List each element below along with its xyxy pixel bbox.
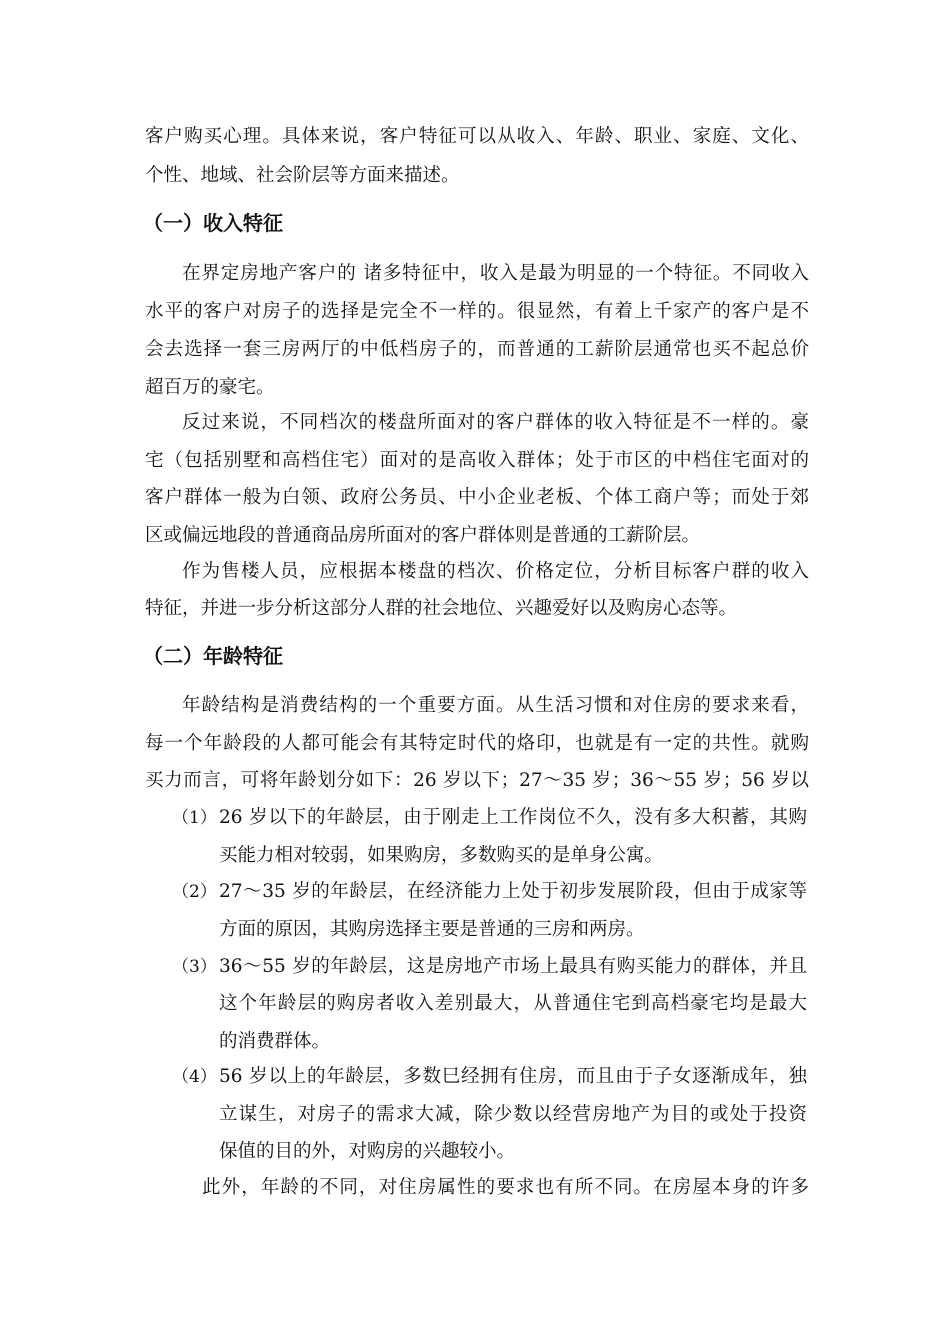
list-item-line: 36～55 岁的年龄层，这是房地产市场上最具有购买能力的群体，并且 xyxy=(219,956,807,977)
paragraph-line: 宅（包括别墅和高档住宅）面对的是高收入群体；处于市区的中档住宅面对的 xyxy=(145,450,809,471)
section-heading-age: （二）年龄特征 xyxy=(143,644,283,668)
list-item-line: 买能力相对较弱，如果购房，多数购买的是单身公寓。 xyxy=(219,845,664,866)
intro-line-2: 个性、地域、社会阶层等方面来描述。 xyxy=(145,165,460,186)
paragraph-line: 水平的客户对房子的选择是完全不一样的。很显然，有着上千家产的客户是不 xyxy=(145,301,809,322)
paragraph-line: 客户群体一般为白领、政府公务员、中小企业老板、个体工商户等；而处于郊 xyxy=(145,487,809,508)
section-heading-income: （一）收入特征 xyxy=(143,211,283,235)
list-item-line: 26 岁以下的年龄层，由于刚走上工作岗位不久，没有多大积蓄，其购 xyxy=(219,807,807,828)
list-item-line: 27～35 岁的年龄层，在经济能力上处于初步发展阶段，但由于成家等 xyxy=(219,881,807,902)
paragraph-line: 会去选择一套三房两厅的中低档房子的，而普通的工薪阶层通常也买不起总价 xyxy=(145,339,809,360)
paragraph-line: 反过来说，不同档次的楼盘所面对的客户群体的收入特征是不一样的。豪 xyxy=(182,412,809,433)
list-number: （2） xyxy=(172,882,217,902)
list-item-line: 这个年龄层的购房者收入差别最大，从普通住宅到高档豪宅均是最大 xyxy=(219,993,807,1014)
list-item-line: 方面的原因，其购房选择主要是普通的三房和两房。 xyxy=(219,919,645,940)
list-item-line: 56 岁以上的年龄层，多数巳经拥有住房，而且由于子女逐渐成年，独 xyxy=(219,1066,807,1087)
paragraph-line: 年龄结构是消费结构的一个重要方面。从生活习惯和对住房的要求来看， xyxy=(182,695,809,716)
paragraph-line: 作为售楼人员，应根据本楼盘的档次、价格定位，分析目标客户群的收入 xyxy=(182,561,809,582)
list-item-line: 的消费群体。 xyxy=(219,1031,331,1052)
paragraph-line: 区或偏远地段的普通商品房所面对的客户群体则是普通的工薪阶层。 xyxy=(145,525,701,546)
paragraph-line: 此外，年龄的不同，对住房属性的要求也有所不同。在房屋本身的许多 xyxy=(202,1177,809,1198)
list-item-line: 立谋生，对房子的需求大减，除少数以经营房地产为目的或处于投资 xyxy=(219,1104,807,1125)
paragraph-line: 买力而言，可将年龄划分如下：26 岁以下；27～35 岁；36～55 岁；56 岁以 xyxy=(145,770,809,791)
intro-line-1: 客户购买心理。具体来说，客户特征可以从收入、年龄、职业、家庭、文化、 xyxy=(145,126,809,147)
list-item-line: 保值的目的外，对购房的兴趣较小。 xyxy=(219,1141,516,1162)
list-number: （3） xyxy=(172,957,217,977)
list-number: （4） xyxy=(172,1067,217,1087)
list-number: （1） xyxy=(172,808,217,828)
paragraph-line: 特征，并进一步分析这部分人群的社会地位、兴趣爱好以及购房心态等。 xyxy=(145,598,738,619)
paragraph-line: 超百万的豪宅。 xyxy=(145,377,275,398)
paragraph-line: 在界定房地产客户的 诸多特征中，收入是最为明显的一个特征。不同收入 xyxy=(182,263,809,284)
paragraph-line: 每一个年龄段的人都可能会有其特定时代的烙印，也就是有一定的共性。就购 xyxy=(145,733,809,754)
